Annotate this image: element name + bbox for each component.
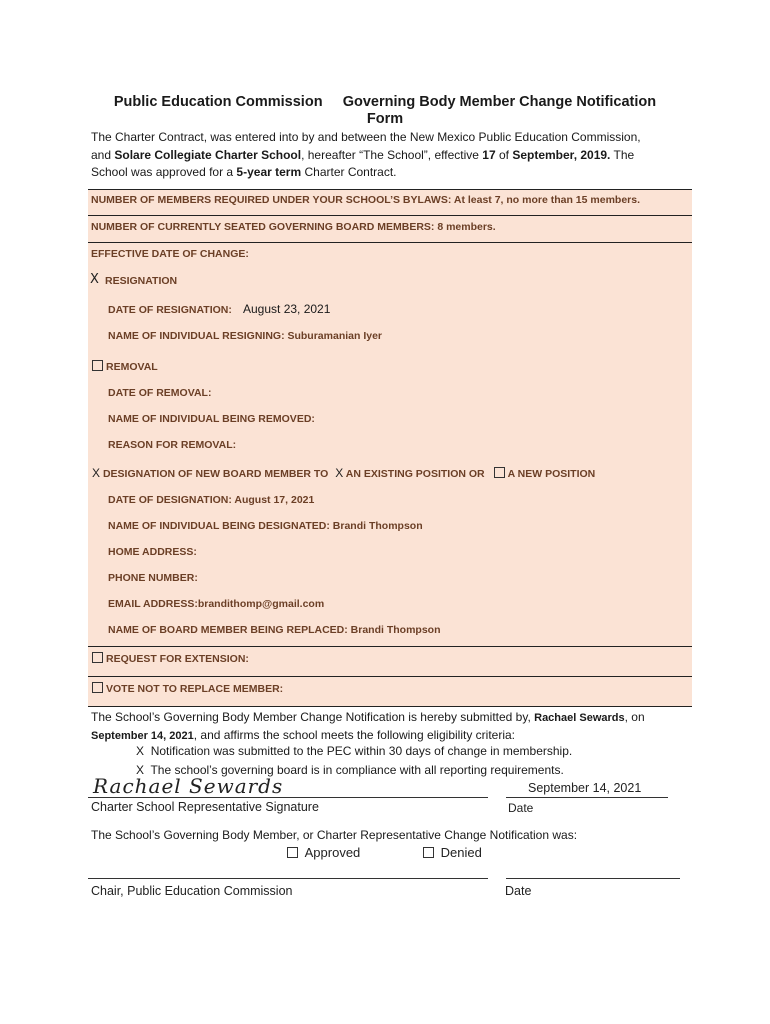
removal-reason-label: REASON FOR REMOVAL: [108,439,237,451]
charter-term: 5-year term [236,165,302,179]
divider [88,646,692,647]
intro-text: Charter Contract. [301,165,397,179]
submission-statement [91,709,691,745]
intro-text: of [495,147,513,162]
signature-date-value: September 14, 2021 [528,781,642,795]
criterion-2-checkmark[interactable]: X [136,763,145,777]
members-seated-label: NUMBER OF CURRENTLY SEATED GOVERNING BOARD MEMBERS: 8 members. [91,221,496,233]
existing-position-label: AN EXISTING POSITION OR [345,468,485,480]
approval-intro: The School’s Governing Body Member, or Charter Representative Change Notification was: [91,828,578,842]
designated-name: NAME OF INDIVIDUAL BEING DESIGNATED: Brandi Thompson [108,520,423,532]
effective-date-label: EFFECTIVE DATE OF CHANGE: [91,248,249,260]
divider [88,215,692,216]
form-title [90,94,680,128]
designation-label: DESIGNATION OF NEW BOARD MEMBER TO [102,468,329,480]
effective-date: September, 2019. [512,147,611,162]
denied-option [423,845,482,860]
denied-checkbox[interactable] [423,847,434,858]
criterion-1-text: Notification was submitted to the PEC within 30 days of change in membership. [150,744,573,758]
phone-number-label: PHONE NUMBER: [108,572,198,584]
submission-date: September 14, 2021 [91,730,194,742]
title-commission: Public Education Commission [113,94,323,110]
intro-text: School was approved for a [91,165,237,179]
home-address-label: HOME ADDRESS: [108,546,197,558]
removal-checkbox[interactable] [92,360,103,371]
divider [88,242,692,243]
members-required-label: NUMBER OF MEMBERS REQUIRED UNDER YOUR SCHOOL’S BYLAWS: At least 7, no more than 15 members. [91,194,640,206]
designation-date: DATE OF DESIGNATION: August 17, 2021 [108,494,315,506]
intro-text: and [91,147,115,162]
effective-day: 17 [482,147,496,162]
signature-line [88,797,488,798]
criterion-1-checkmark[interactable]: X [136,744,145,758]
resigning-name-label: NAME OF INDIVIDUAL RESIGNING: Suburamanian Iyer [108,330,383,342]
resignation-checkmark[interactable]: X [90,272,99,287]
removal-name-label: NAME OF INDIVIDUAL BEING REMOVED: [108,413,315,425]
resignation-date-label: DATE OF RESIGNATION: [108,304,232,316]
designation-row [92,466,595,480]
signature-script: Rachael Sewards [93,774,284,798]
divider [88,676,692,677]
new-position-label: A NEW POSITION [507,468,596,480]
intro-text: , hereafter “The School”, effective [301,147,483,162]
extension-checkbox[interactable] [92,652,103,663]
extension-option [92,652,249,665]
extension-label: REQUEST FOR EXTENSION: [106,653,249,665]
replaced-member-name: NAME OF BOARD MEMBER BEING REPLACED: Brandi Thompson [108,624,441,636]
vote-checkbox[interactable] [92,682,103,693]
email-address: EMAIL ADDRESS:brandithomp@gmail.com [108,598,325,610]
chair-label: Chair, Public Education Commission [91,884,293,898]
designation-checkmark[interactable]: X [92,466,101,480]
removal-label: REMOVAL [106,361,158,373]
intro-line-1: The Charter Contract, was entered into by and between the New Mexico Public Education Commission, [91,130,641,144]
new-position-checkbox[interactable] [494,467,505,478]
submission-text: , on [624,710,645,724]
intro-text: The [610,147,635,162]
signature-date-label: Date [508,801,534,815]
chair-date-line[interactable] [506,878,680,879]
removal-date-label: DATE OF REMOVAL: [108,387,212,399]
title-form-name: Governing Body Member Change Notification [342,94,657,110]
divider [88,706,692,707]
approved-option [287,845,360,860]
contract-intro [91,129,681,182]
resignation-label: RESIGNATION [105,275,178,287]
chair-signature-line[interactable] [88,878,488,879]
submission-text: , and affirms the school meets the following eligibility criteria: [193,728,515,742]
signature-label: Charter School Representative Signature [91,800,319,814]
vote-option [92,682,283,695]
approved-checkbox[interactable] [287,847,298,858]
chair-date-label: Date [505,884,532,898]
title-form-word: Form [366,111,404,127]
existing-position-checkmark[interactable]: X [335,466,344,480]
removal-option [92,360,158,373]
resignation-date-value: August 23, 2021 [243,302,331,316]
denied-label: Denied [440,845,482,860]
criterion-2-text: The school’s governing board is in compliance with all reporting requirements. [150,763,564,777]
criterion-1 [136,743,572,760]
vote-label: VOTE NOT TO REPLACE MEMBER: [106,683,284,695]
divider [88,189,692,190]
approved-label: Approved [304,845,361,860]
submitter-name: Rachael Sewards [534,712,625,724]
signature-date-line [506,797,668,798]
submission-text: The School’s Governing Body Member Change Notification is hereby submitted by, [91,710,535,724]
school-name: Solare Collegiate Charter School [114,147,302,162]
